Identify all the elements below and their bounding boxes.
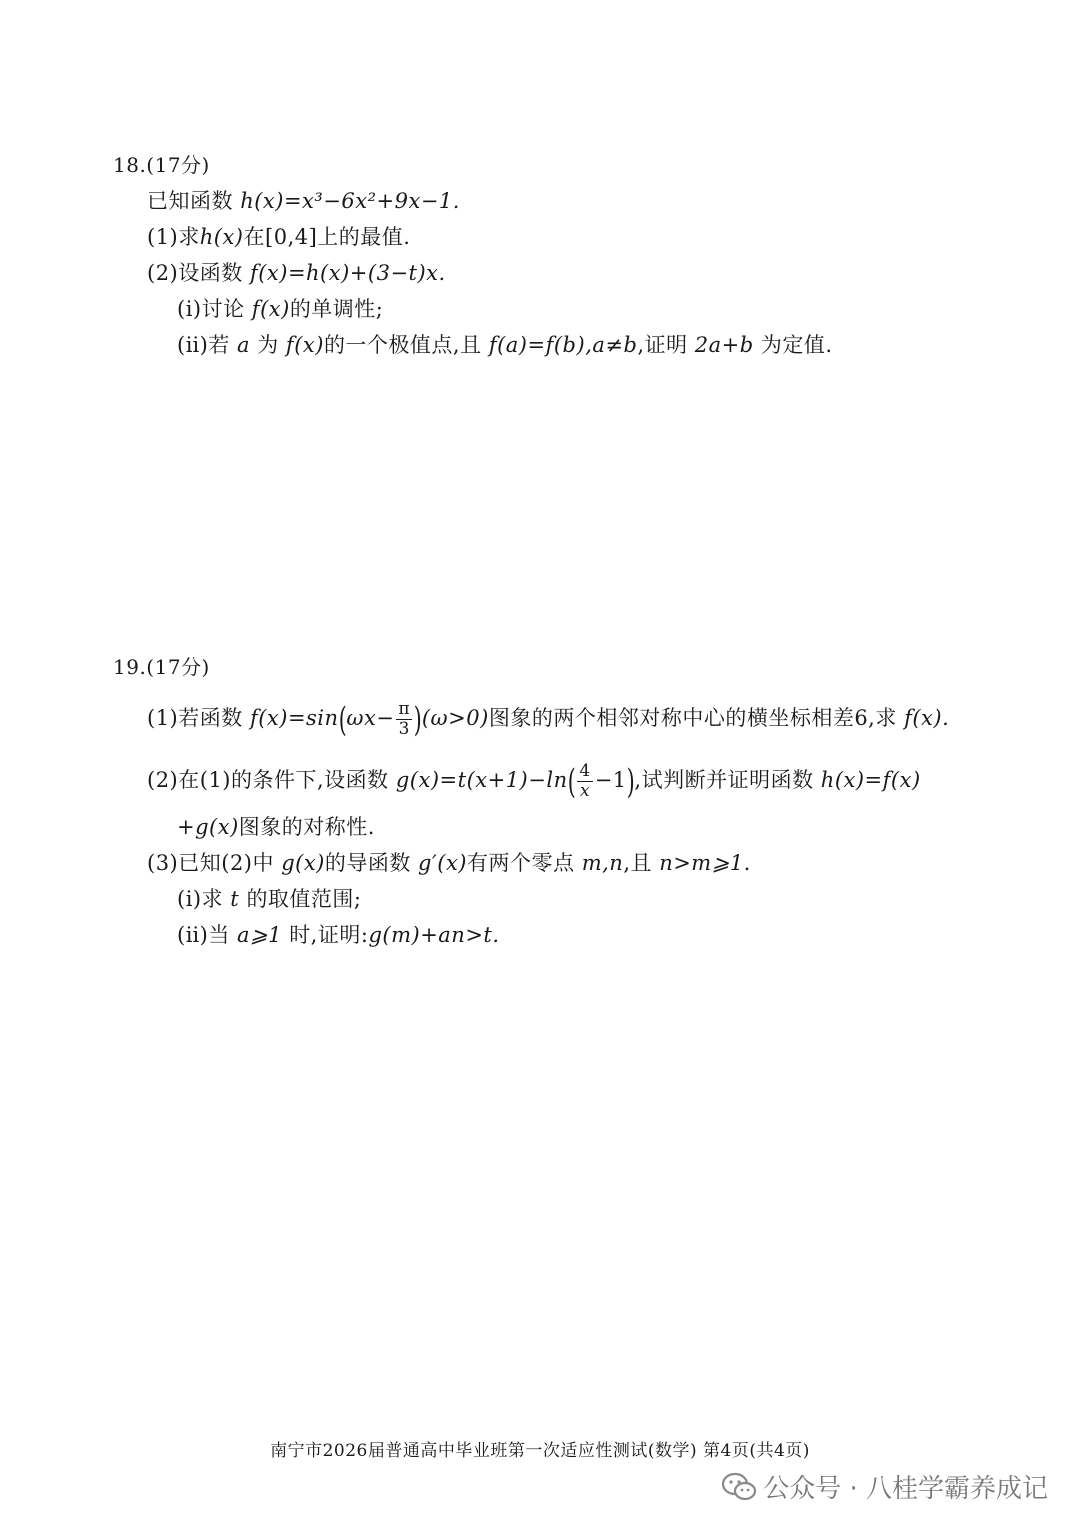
paren-open: (	[338, 699, 347, 740]
q18-header: 18.(17分)	[113, 153, 210, 177]
paren-close: )	[413, 699, 423, 740]
watermark-text: 公众号 · 八桂学霸养成记	[763, 1474, 1048, 1504]
q19-part2-continued: +g(x)图象的对称性.	[177, 815, 375, 839]
q18-part1: (1)求h(x)在[0,4]上的最值.	[147, 225, 411, 249]
fraction-pi-over-3: $\frac{\pi}{3}$	[398, 699, 411, 739]
q19-header: 19.(17分)	[113, 655, 210, 679]
paren-close: )	[626, 761, 635, 802]
q19-part1: (1)若函数 f(x)=sin(ωx− $\frac{\pi}{3}$ )(ω>0)图象的两个相邻对称中心的横坐标相差6,求 f(x).	[147, 699, 950, 740]
paren-open: (	[567, 761, 576, 802]
fraction-4-over-x: $\frac{4}{x}$	[579, 761, 591, 801]
page-footer: 南宁市2026届普通高中毕业班第一次适应性测试(数学) 第4页(共4页)	[270, 1441, 810, 1461]
q19-part3: (3)已知(2)中 g(x)的导函数 g′(x)有两个零点 m,n,且 n>m⩾1.	[147, 851, 751, 875]
q18-part2-ii: (ⅱ)若 a 为 f(x)的一个极值点,且 f(a)=f(b),a≠b,证明 2a+b 为定值.	[177, 333, 833, 357]
wechat-icon	[721, 1472, 757, 1502]
q19-part3-i: (ⅰ)求 t 的取值范围;	[177, 887, 362, 911]
q18-part2: (2)设函数 f(x)=h(x)+(3−t)x.	[147, 261, 446, 285]
q19-part2: (2)在(1)的条件下,设函数 g(x)=t(x+1)−ln( $\frac{4}{x}$ −1),试判断并证明函数 h(x)=f(x)	[147, 761, 921, 802]
watermark	[721, 1468, 1048, 1505]
q19-part3-ii: (ⅱ)当 a⩾1 时,证明:g(m)+an>t.	[177, 923, 500, 947]
q18-part2-i: (ⅰ)讨论 f(x)的单调性;	[177, 297, 384, 321]
q18-stem: 已知函数 h(x)=x³−6x²+9x−1.	[147, 189, 460, 213]
